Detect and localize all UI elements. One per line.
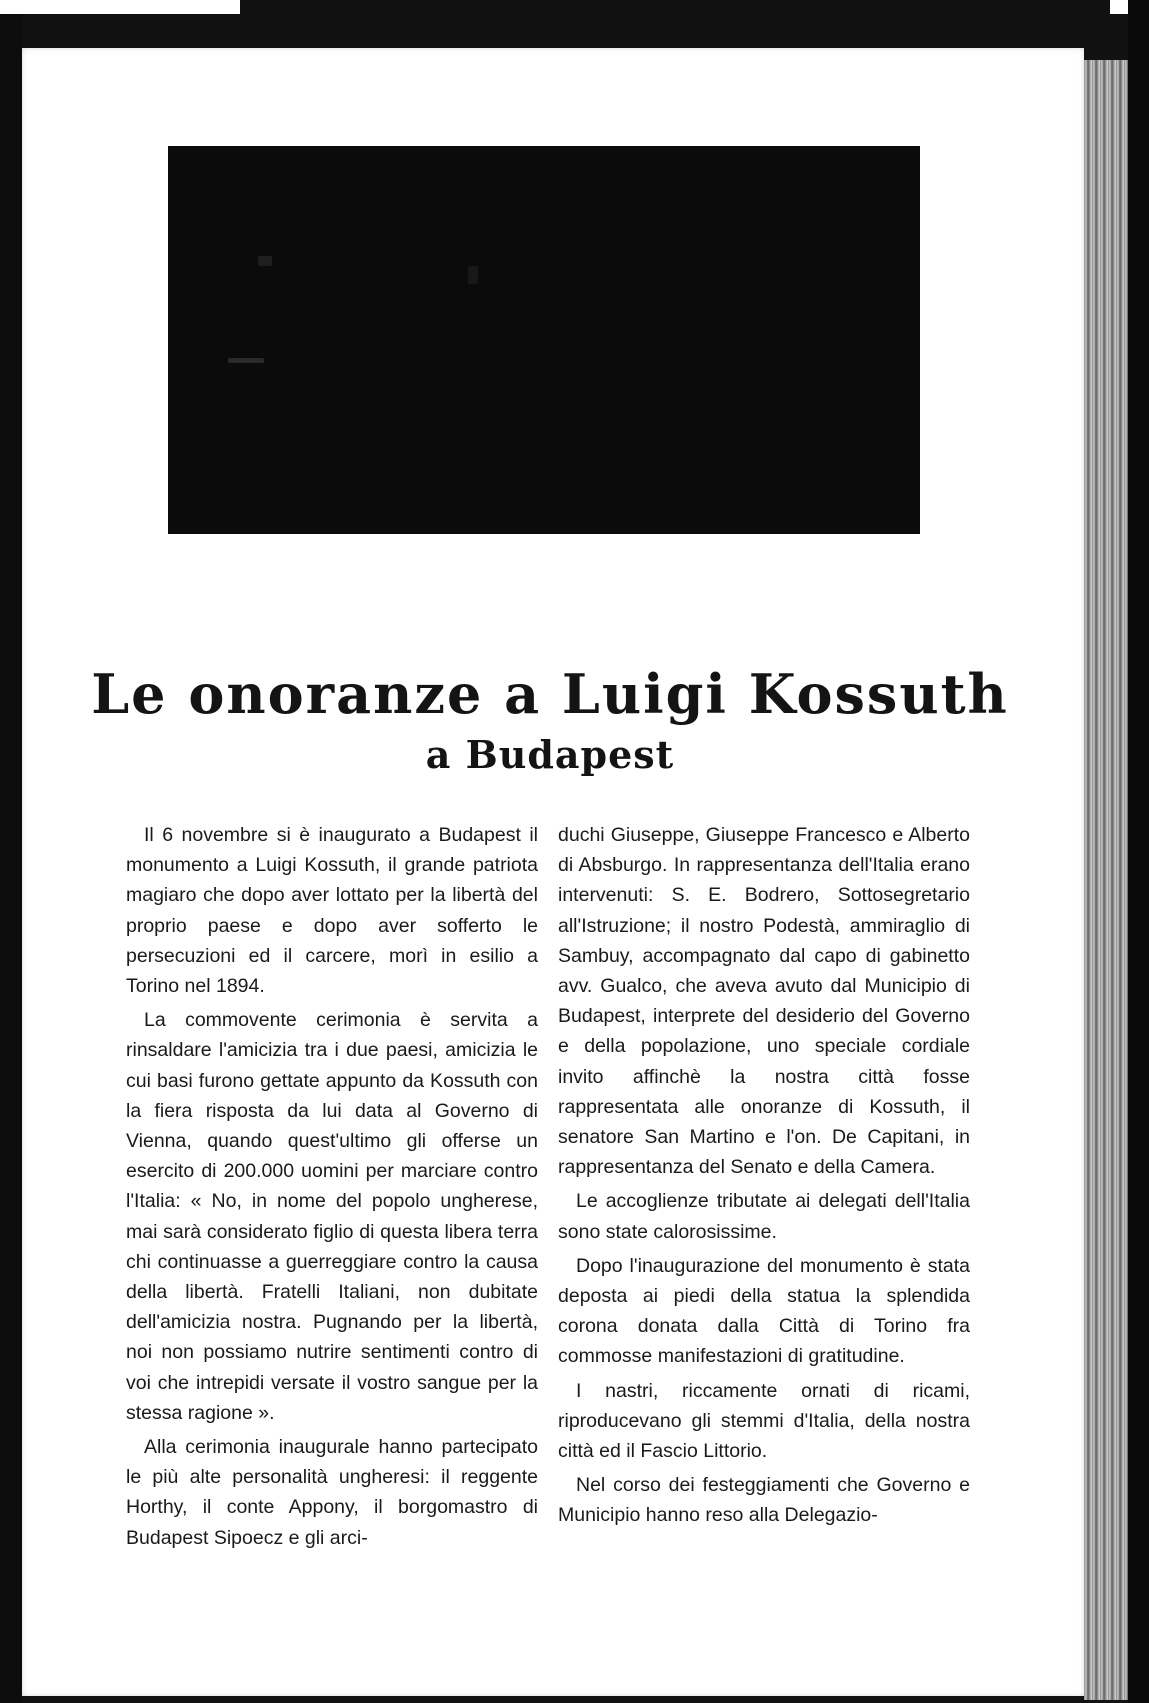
article-title: Le onoranze a Luigi Kossuth [91,662,1009,726]
paragraph: Nel corso dei festeggiamenti che Governo e Municipio hanno reso alla Delegazio- [558,1474,970,1527]
scan-left-border [0,0,22,1703]
page-edge-stack [1084,60,1128,1700]
paragraph: Dopo l'inaugurazione del monumento è stata deposta ai piedi della statua la splendida corona donata dalla Città di Torino fra commosse manifestazioni di gratitudine. [558,1254,970,1368]
paragraph: Il 6 novembre si è inaugurato a Budapest il monumento a Luigi Kossuth, il grande patriota magiaro che dopo aver lottato per la libertà del proprio paese e dopo aver sofferto le persecuzioni ed il carcere, morì in esilio a Torino nel 1894. [126,824,538,998]
paragraph: duchi Giuseppe, Giuseppe Francesco e Alberto di Absburgo. In rappresentanza dell'Italia erano intervenuti: S. E. Bodrero, Sottosegretario all'Istruzione; il nostro Podestà, ammiraglio di Sambuy, accompagnato dal capo di gabinetto avv. Gualco, che aveva avuto dal Municipio di Budapest, interprete del desiderio del Governo e della popolazione, uno speciale cordiale invito affinchè la nostra città fosse rappresentata alle onoranze di Kossuth, il senatore San Martino e l'on. De Capitani, in rappresentanza del Senato e della Camera. [558,824,970,1179]
dark-photograph [168,146,920,534]
right-column [558,820,970,1535]
photo-highlight [258,256,272,266]
scan-right-border [1128,0,1149,1703]
scan-top-shadow [240,0,1110,48]
paragraph: Alla cerimonia inaugurale hanno partecipato le più alte personalità ungheresi: il reggente Horthy, il conte Appony, il borgomastro di Budapest Sipoecz e gli arci- [126,1436,538,1549]
photo-highlight [468,266,478,284]
photo-highlight [228,358,264,363]
article-subtitle: a Budapest [425,732,675,777]
paragraph: I nastri, riccamente ornati di ricami, riproducevano gli stemmi d'Italia, della nostra città ed il Fascio Littorio. [558,1379,970,1463]
paragraph: La commovente cerimonia è servita a rinsaldare l'amicizia tra i due paesi, amicizia le cui basi furono gettate appunto da Kossuth con la fiera risposta da lui data al Governo di Vienna, quando quest'ultimo gli offerse un esercito di 200.000 uomini per marciare contro l'Italia: « No, in nome del popolo ungherese, mai sarà considerato figlio di questa libera terra chi continuasse a guerreggiare contro la causa della libertà. Fratelli Italiani, non dubitate dell'amicizia nostra. Pugnando per la libertà, noi non possiamo nutrire sentimenti contro di voi che intrepidi versate il vostro sangue per la stessa ragione ». [126,1009,538,1424]
left-column [126,820,538,1557]
paragraph: Le accoglienze tributate ai delegati dell'Italia sono state calorosissime. [558,1190,970,1243]
